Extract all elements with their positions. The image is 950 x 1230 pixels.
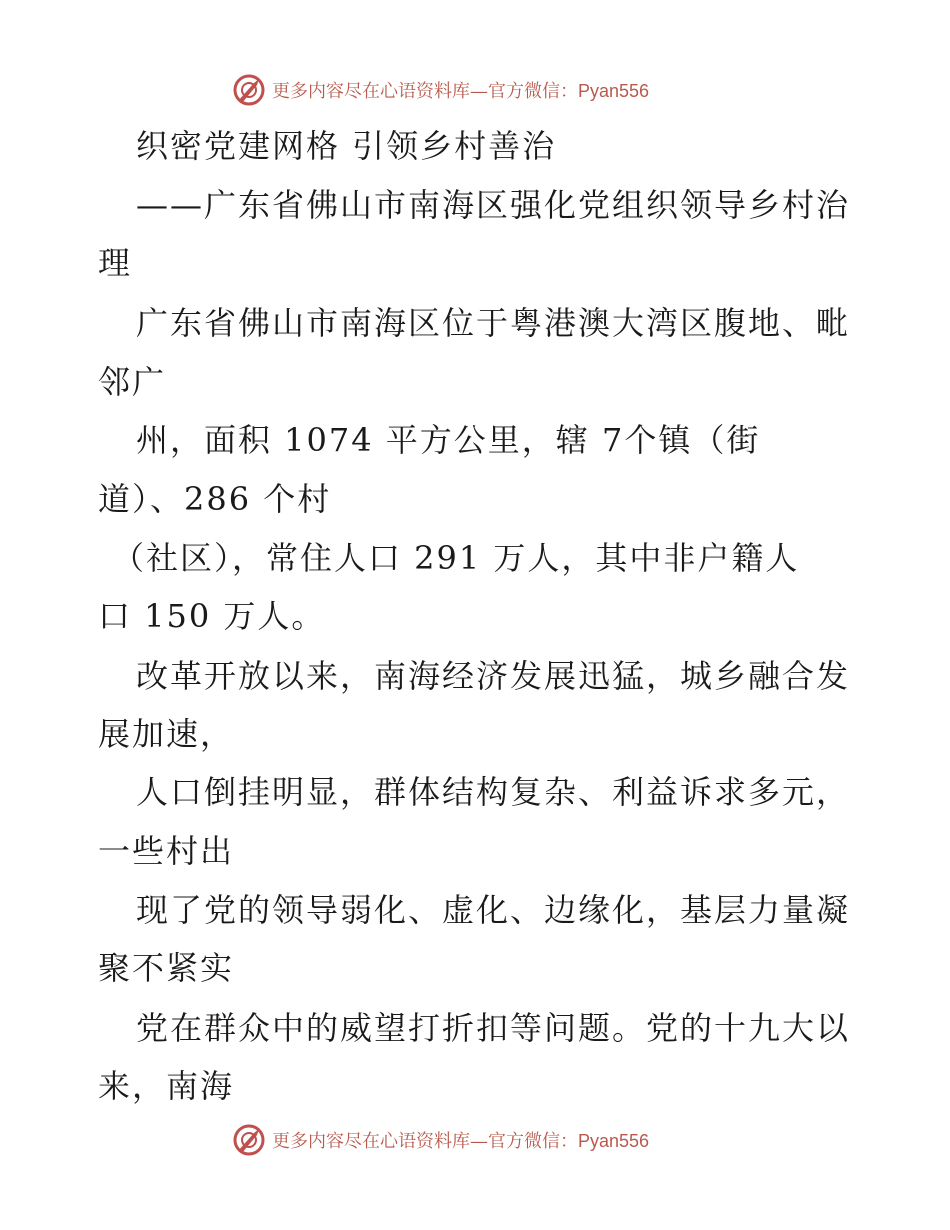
pen-logo-icon — [232, 1123, 266, 1157]
document-subtitle: ——广东省佛山市南海区强化党组织领导乡村治 — [136, 186, 851, 224]
watermark-text-cn: 更多内容尽在心语资料库—官方微信： — [272, 1131, 578, 1152]
paragraph-line: 州，面积 1074 平方公里，辖 7个镇（街 — [136, 421, 761, 459]
paragraph-line: 党在群众中的威望打折扣等问题。党的十九大以 — [136, 1009, 851, 1047]
paragraph-line: 一些村出 — [98, 832, 235, 870]
paragraph-line: 人口倒挂明显，群体结构复杂、利益诉求多元， — [136, 773, 851, 811]
paragraph-line: 改革开放以来，南海经济发展迅猛，城乡融合发 — [136, 657, 851, 695]
paragraph-line: 口 150 万人。 — [98, 597, 326, 635]
paragraph-line: 道）、286 个村 — [98, 480, 332, 518]
paragraph-line: 来，南海 — [98, 1067, 235, 1105]
watermark-text — [272, 1127, 649, 1153]
paragraph-line: （社区），常住人口 291 万人，其中非户籍人 — [112, 539, 800, 577]
watermark-text-cn: 更多内容尽在心语资料库—官方微信： — [272, 81, 578, 102]
pen-logo-icon — [232, 73, 266, 107]
document-subtitle-cont: 理 — [98, 244, 133, 282]
paragraph-line: 广东省佛山市南海区位于粤港澳大湾区腹地、毗 — [136, 304, 851, 342]
paragraph-line: 现了党的领导弱化、虚化、边缘化，基层力量凝 — [136, 891, 851, 929]
watermark-text — [272, 77, 649, 103]
document-title: 织密党建网格 引领乡村善治 — [136, 127, 557, 165]
watermark-wechat-id: Pyan556 — [578, 81, 650, 101]
paragraph-line: 聚不紧实 — [98, 949, 235, 987]
paragraph-line: 展加速， — [98, 715, 235, 753]
watermark-wechat-id: Pyan556 — [578, 1131, 650, 1151]
header-watermark — [232, 72, 649, 108]
paragraph-line: 邻广 — [98, 363, 167, 401]
footer-watermark — [232, 1122, 649, 1158]
